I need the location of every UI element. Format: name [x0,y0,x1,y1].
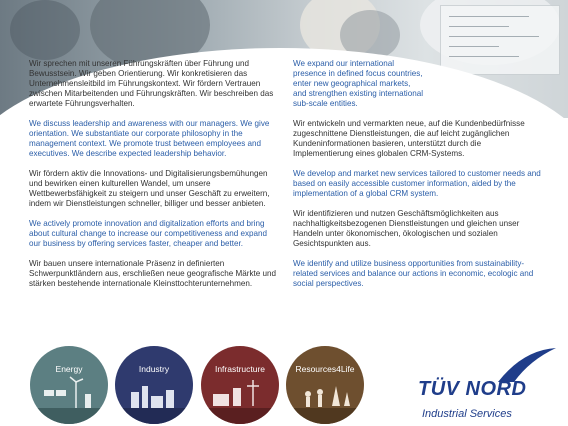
logo-brand: TÜV NORD [418,378,527,400]
tuv-nord-logo [410,348,560,422]
sector-label: Resources4Life [295,364,355,374]
sector-label: Industry [138,364,170,374]
paragraph-de-crm: Wir entwickeln und vermarkten neue, auf die Kundenbedürfnisse zugeschnittene Dienstleistungen, die auf leicht zugänglichen Kundeninformationen basieren, unterstützt durch die Implementierung eines globalen CRM-Systems. [293,119,525,158]
paragraph-en-sustainability: We identify and utilize business opportunities from sustainability-related services and balance our actions in economic, ecologic and social perspectives. [293,259,534,288]
resources-icon [286,346,364,424]
paragraph-en-leadership: We discuss leadership and awareness with our managers. We give orientation. We substantiate our corporate philosophy in the management context. We promote trust between employees and executives. We describe expected leadership behavior. [29,119,270,158]
sector-label: Energy [55,364,83,374]
sector-infrastructure [201,346,279,424]
paragraph-en-innovation: We actively promote innovation and digitalization efforts and bring about cultural change to increase our competitiveness and expand our business by offering services faster, cheaper and better. [29,219,268,248]
paragraph-de-international: Wir bauen unsere internationale Präsenz in definierten Schwerpunktländern aus, erschließen neue geografische Märkte und stärken bestehende internationale Kleinsttochterunternehmen. [29,259,277,288]
logo-subtitle: Industrial Services [422,408,512,420]
left-column [29,59,279,299]
paragraph-de-sustainability: Wir identifizieren und nutzen Geschäftsmöglichkeiten aus nachhaltigkeitsbezogenen Dienstleistungen und gleichen unser Handeln unter ökonomischen, ökologischen und sozialen Gesichtspunkten aus. [293,209,520,248]
paragraph-de-innovation: Wir fördern aktiv die Innovations- und Digitalisierungsbemühungen und bewirken einen kulturellen Wandel, um unsere Wettbewerbsfähigkeit zu steigern und unser Geschäft zu erweitern, indem wir Dienstleistungen schneller, billiger und besser anbieten. [29,169,270,208]
infrastructure-icon [201,346,279,424]
paragraph-de-leadership: Wir sprechen mit unseren Führungskräften über Führung und Bewusstsein. Wir geben Orientierung. Wir konkretisieren das Unternehmensleitbild im Führungskontext. Wir fördern Vertrauen zwischen Mitarbeitenden und Führungskräften. Wir beschreiben das erwartete Führungsverhalten. [29,59,274,108]
paragraph-en-international: We expand our international presence in defined focus countries, enter new geographical markets, and strengthen existing international sub-scale entities. [293,59,424,108]
sector-resources4life [286,346,364,424]
right-column [293,59,543,299]
sector-icons [30,346,360,424]
sector-label: Infrastructure [214,364,266,374]
sector-energy [30,346,108,424]
energy-icon [30,346,108,424]
sector-industry [115,346,193,424]
paragraph-en-crm: We develop and market new services tailored to customer needs and based on easily accessible customer information, aided by the implementation of a global CRM system. [293,169,541,198]
industry-icon [115,346,193,424]
